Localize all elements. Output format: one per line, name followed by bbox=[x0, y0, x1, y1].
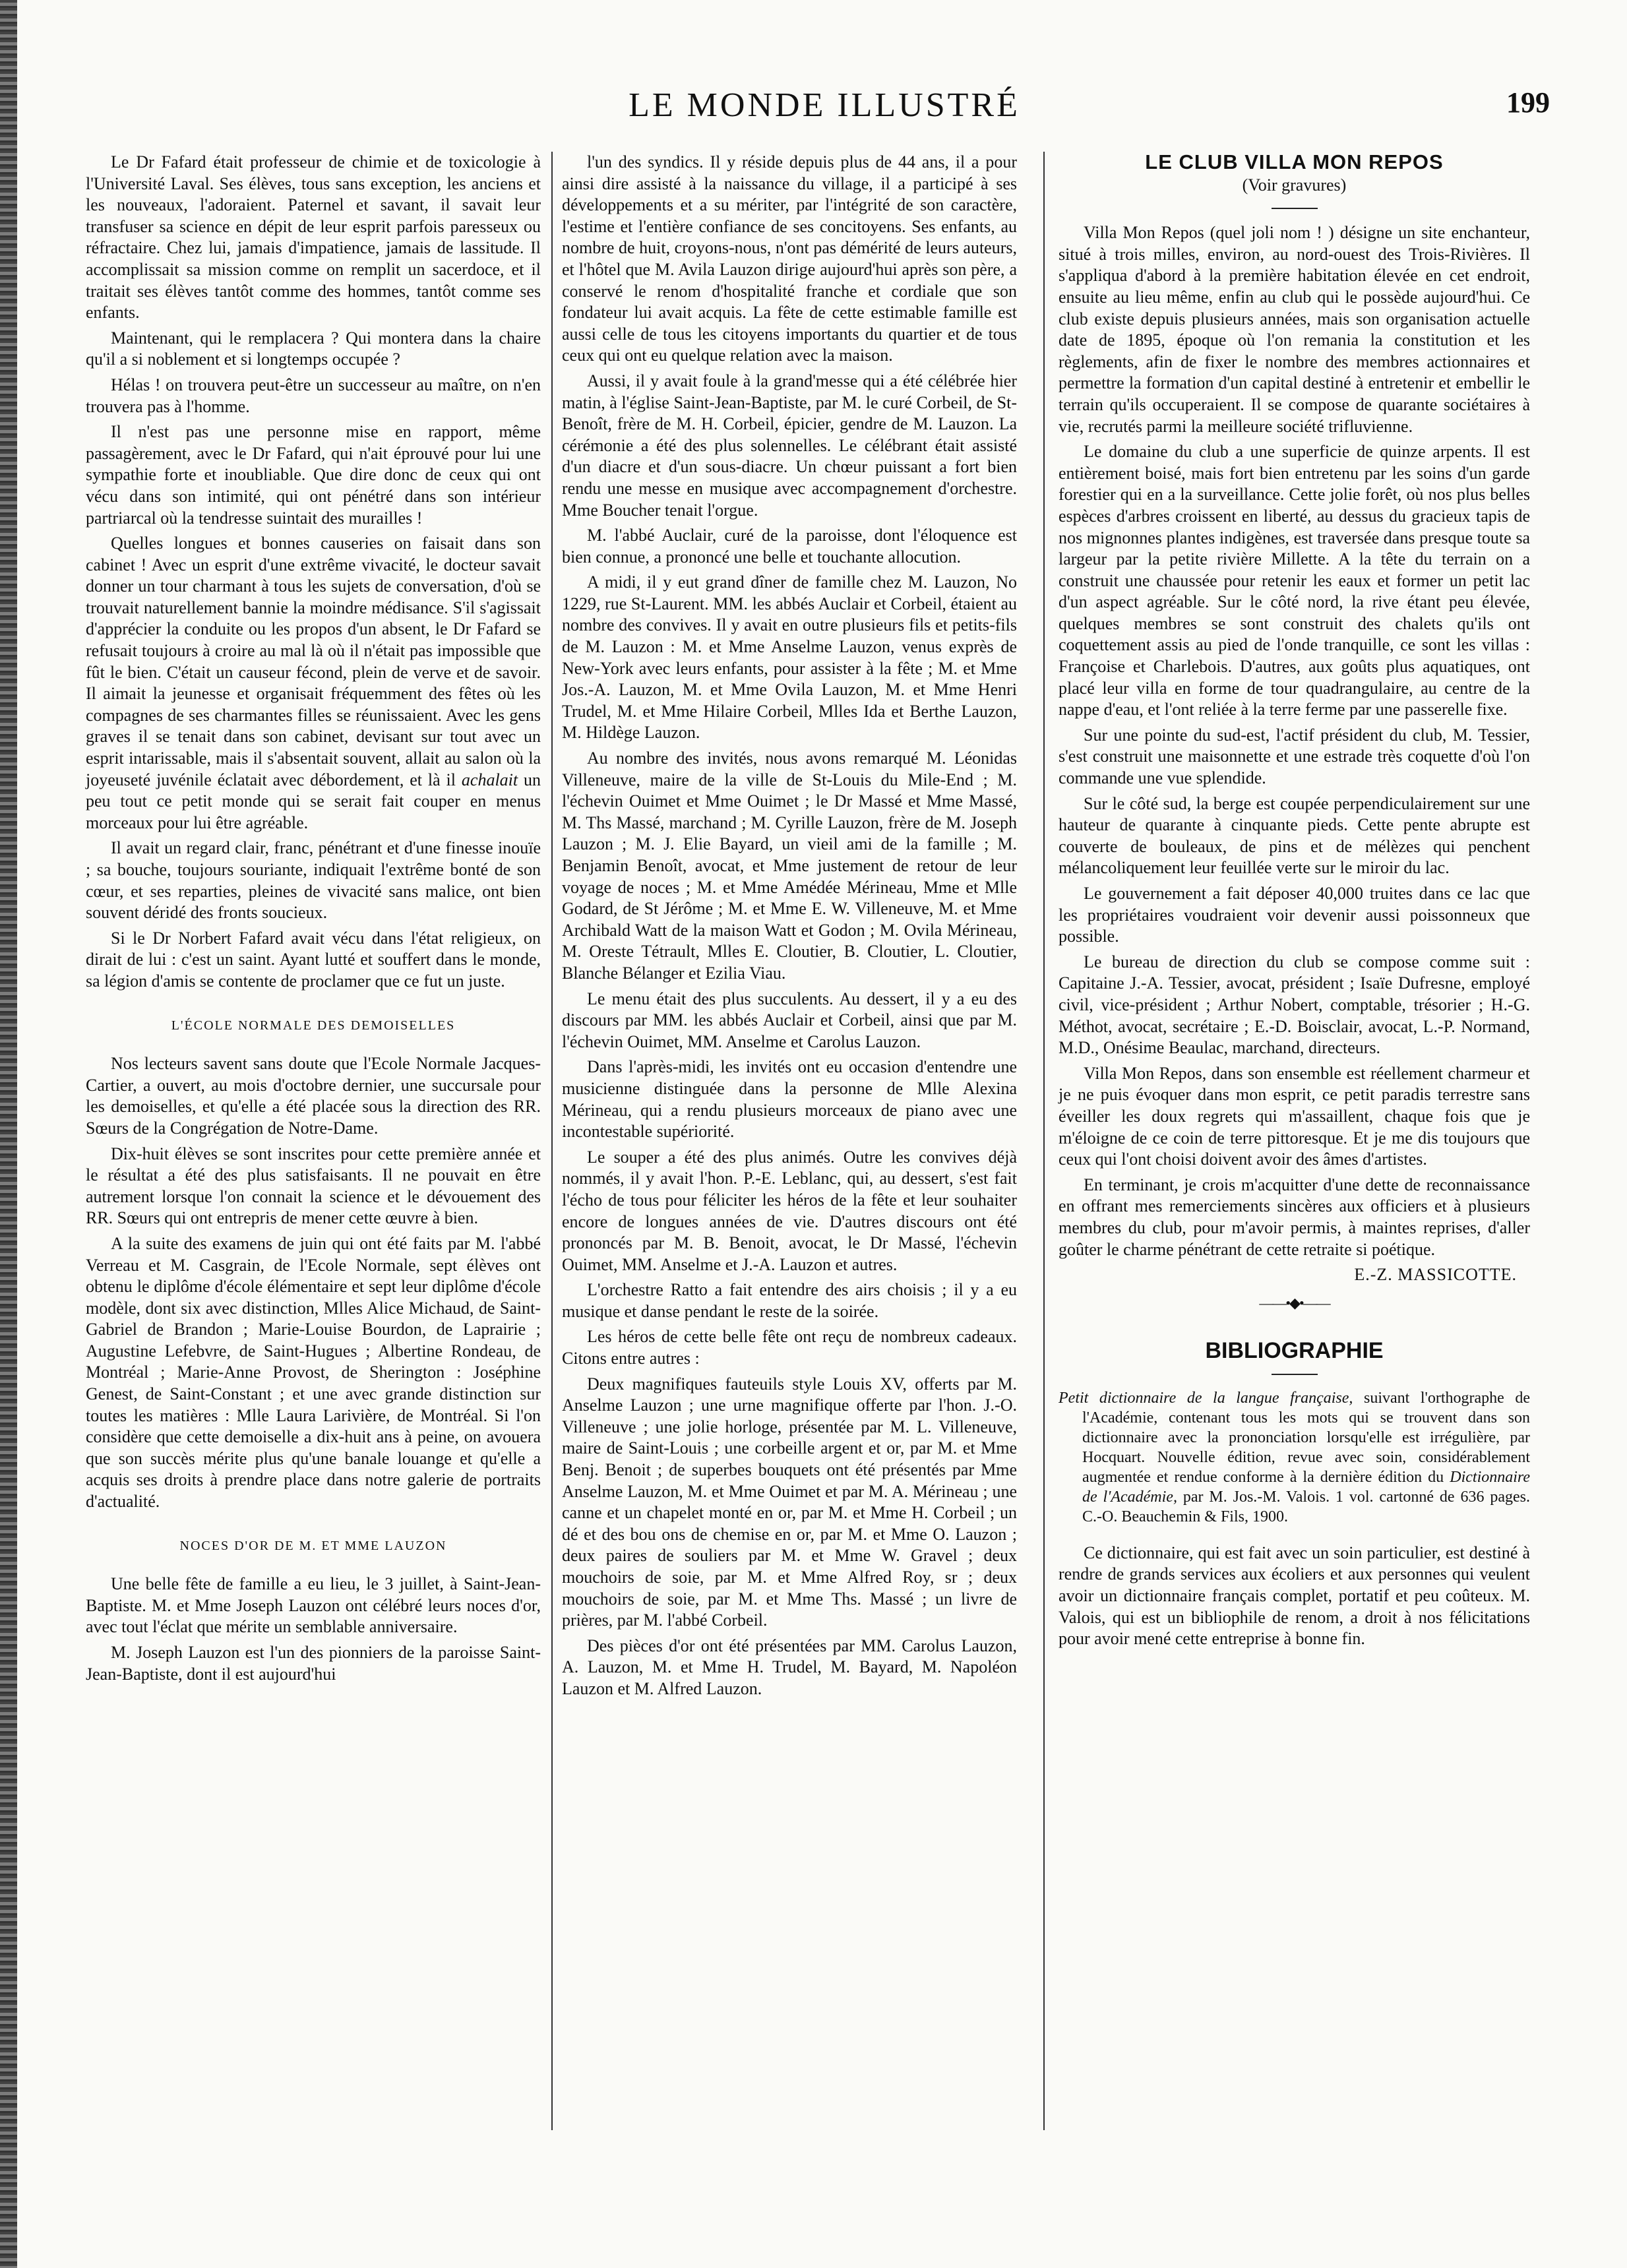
author-signature: E.-Z. MASSICOTTE. bbox=[1354, 1265, 1517, 1285]
paragraph: Le domaine du club a une superficie de quinze arpents. Il est entièrement boisé, mais fort bien entretenu par les soins d'un garde forestier qui en a la surveillance. Cette jolie forêt, où nos plus belles espèces d'arbres croissent en liberté, au dessus du gracieux tapis de nos mignonnes plantes indigènes, est traversée dans presque toute sa largeur par la petite rivière Millette. A la tête du terrain on a construit une chaussée pour retenir les eaux et former un petit lac d'un aspect agréable. Sur le côté nord, la rive étant peu élevée, quelques membres se sont construit des chalets qu'ils ont coquettement assis au pied de l'onde tranquille, ce sont les villas : Françoise et Charlebois. D'autres, aux goûts plus aquatiques, ont placé leur villa en forme de tour quadrangulaire, au centre de la nappe d'eau, et l'ont reliée à la terre ferme par une passerelle fixe. bbox=[1059, 442, 1530, 720]
column-right bbox=[1059, 152, 1530, 1654]
paragraph-text: un peu tout ce petit monde qui se serait fait couper en menus morceaux pour lui être agréable. bbox=[86, 770, 541, 832]
paragraph: Le gouvernement a fait déposer 40,000 truites dans ce lac que les propriétaires voudraient voir devenir aussi poissonneux que possible. bbox=[1059, 884, 1530, 946]
paragraph: Aussi, il y avait foule à la grand'messe qui a été célébrée hier matin, à l'église Saint-Jean-Baptiste, par M. le curé Corbeil, de St-Benoît, frère de M. H. Corbeil, épicier, gendre de M. Lauzon. La cérémonie a été des plus solennelles. Le célébrant était assisté d'un diacre et d'un sous-diacre. Un chœur puissant a fort bien rendu une messe en musique avec accompagnement d'orchestre. Mme Boucher tenait l'orgue. bbox=[562, 371, 1017, 520]
paragraph: Sur le côté sud, la berge est coupée perpendiculairement sur une hauteur de quarante à cinquante pieds. Cette pente abrupte est couverte de bouleaux, de pins et de mélèzes qui penchent mélancoliquement leur feuillée verte sur le miroir du lac. bbox=[1059, 793, 1530, 878]
paragraph: L'orchestre Ratto a fait entendre des airs choisis ; il y a eu musique et danse pendant le reste de la soirée. bbox=[562, 1280, 1017, 1321]
paragraph-text: Quelles longues et bonnes causeries on faisait dans son cabinet ! Avec un esprit d'une extrême vivacité, le docteur savait donner un tour charmant à tous les sujets de conversation, d'où se trouvait naturellement bannie la moindre médisance. S'il s'agissait d'apprécier la conduite ou les propos d'un absent, le Dr Fafard se refusait toujours à croire au mal là où il n'était pas impossible que fût le bien. C'était un causeur fécond, plein de verve et de savoir. Il aimait la jeunesse et organisait fréquemment des fêtes où les compagnes de ses charmantes filles se réunissaient. Avec les gens graves il se tenait dans son cabinet, devisant sur tout avec un esprit intarissable, mais il s'absentait souvent, allait au salon où la joyeuseté juvénile éclatait avec débordement, et là il bbox=[86, 534, 541, 789]
italic-word: achalait bbox=[461, 770, 518, 789]
paragraph: A la suite des examens de juin qui ont été faits par M. l'abbé Verreau et M. Casgrain, de l'Ecole Normale, sept élèves ont obtenu le diplôme d'école élémentaire et sept leur diplôme d'école modèle, dont six avec distinction, Mlles Alice Michaud, de Saint-Gabriel de Brandon ; Marie-Louise Bourdon, de Laprairie ; Augustine Lefebvre, de Saint-Hugues ; Albertine Rondeau, de Montréal ; Marie-Anne Provost, de Sherington : Joséphine Genest, de Saint-Constant ; et une avec grande distinction sur toutes les matières : Mlle Laura Larivière, de Montréal. Si l'on considère que cette demoiselle a dix-huit ans à peine, on avouera que son succès mérite plus qu'une banale louange et qu'elle a acquis ses droits à prendre place dans notre galerie de portraits d'actualité. bbox=[86, 1233, 541, 1512]
paragraph: M. l'abbé Auclair, curé de la paroisse, dont l'éloquence est bien connue, a prononcé une belle et touchante allocution. bbox=[562, 526, 1017, 567]
paragraph: Si le Dr Norbert Fafard avait vécu dans l'état religieux, on dirait de lui : c'est un saint. Ayant lutté et souffert dans le monde, sa légion d'amis se contente de proclamer que ce fut un juste. bbox=[86, 928, 541, 991]
bibliography-text: par M. Jos.-M. Valois. 1 vol. cartonné de 636 pages. C.-O. Beauchemin & Fils, 1900. bbox=[1082, 1488, 1530, 1525]
paragraph bbox=[86, 533, 541, 834]
page-header bbox=[99, 86, 1550, 125]
paragraph: M. Joseph Lauzon est l'un des pionniers de la paroisse Saint-Jean-Baptiste, dont il est aujourd'hui bbox=[86, 1643, 541, 1684]
column-rule-2 bbox=[1043, 152, 1045, 2130]
paragraph: Nos lecteurs savent sans doute que l'Ecole Normale Jacques-Cartier, a ouvert, au mois d'octobre dernier, une succursale pour les demoiselles, et qu'elle a été placée sous la direction des RR. Sœurs de la Congrégation de Notre-Dame. bbox=[86, 1054, 541, 1138]
section-title-villa-mon-repos: LE CLUB VILLA MON REPOS bbox=[1145, 150, 1444, 173]
paragraph: Hélas ! on trouvera peut-être un successeur au maître, on n'en trouvera pas à l'homme. bbox=[86, 375, 541, 416]
divider bbox=[1272, 208, 1318, 209]
binding-edge bbox=[0, 0, 17, 2268]
paragraph: Villa Mon Repos (quel joli nom ! ) désigne un site enchanteur, situé à trois milles, environ, au nord-ouest des Trois-Rivières. Il s'appliqua d'abord à la première habitation élevée en cet endroit, ensuite au lieu même, enfin au club qui le possède aujourd'hui. Ce club existe depuis plusieurs années, mais son organisation actuelle date de 1895, époque où l'on remania la constitution et les règlements, afin de fixer le nombre des membres actionnaires et permettre la formation d'un capital destiné à entretenir et embellir le terrain qu'ils occuperaient. Il se compose de quarante sociétaires à vie, recrutés parmi la meilleure société trifluvienne. bbox=[1059, 223, 1530, 436]
paragraph: Le menu était des plus succulents. Au dessert, il y a eu des discours par MM. les abbés Auclair et Corbeil, ainsi que par M. l'échevin Ouimet, MM. Anselme et Carolus Lauzon. bbox=[562, 989, 1017, 1051]
page-number: 199 bbox=[1506, 86, 1550, 119]
book-title: Dictionnaire de l'Académie, bbox=[1082, 1468, 1531, 1506]
column-rule-1 bbox=[551, 152, 553, 2130]
bibliography-text: suivant l'orthographe de l'Académie, contenant tous les mots qui se trouvent dans son dictionnaire avec la prononciation lorsqu'elle est irrégulière, par Hocquart. Nouvelle édition, revue avec soin, considérablement augmentée et rendue conforme à la dernière édition du bbox=[1082, 1389, 1531, 1486]
paragraph: Dans l'après-midi, les invités ont eu occasion d'entendre une musicienne distinguée dans la personne de Mlle Alexina Mérineau, qui a rendu plusieurs morceaux de piano avec une incontestable supériorité. bbox=[562, 1057, 1017, 1142]
section-subtitle: (Voir gravures) bbox=[1242, 175, 1347, 195]
paragraph: Il n'est pas une personne mise en rapport, même passagèrement, avec le Dr Fafard, qui n'ait éprouvé pour lui une sympathie forte et inoubliable. Que dire donc de ceux qui ont vécu dans son intimité, qui ont pénétré dans son intérieur partriarcal où la tendresse suintait des murailles ! bbox=[86, 422, 541, 528]
divider bbox=[1272, 1374, 1318, 1375]
paragraph: l'un des syndics. Il y réside depuis plus de 44 ans, il a pour ainsi dire assisté à la naissance du village, il a participé à ses développements et a su mériter, par l'intégrité de son caractère, l'estime et l'entière confiance de ses concitoyens. Ses enfants, au nombre de huit, croyons-nous, n'ont pas démérité de leurs auteurs, et l'hôtel que M. Avila Lauzon dirige aujourd'hui après son père, a conservé le renom d'hospitalité franche et cordiale que son fondateur lui avait acquis. La fête de cette estimable famille est aussi celle de tous les citoyens importants du quartier et de tous ceux qui ont eu quelque relation avec la maison. bbox=[562, 152, 1017, 365]
section-title-noces-dor: NOCES D'OR DE M. ET MME LAUZON bbox=[179, 1538, 447, 1553]
paragraph: Villa Mon Repos, dans son ensemble est réellement charmeur et je ne puis évoquer dans mon esprit, ce petit paradis terrestre sans éveiller les doux regrets qui m'assaillent, chaque fois que je m'éloigne de ce coin de terre pittoresque. Et je me dis toujours que ceux qui l'ont choisi doivent avoir des âmes d'artistes. bbox=[1059, 1063, 1530, 1169]
paragraph: Il avait un regard clair, franc, pénétrant et d'une finesse inouïe ; sa bouche, toujours souriante, indiquait l'extrême bonté de son cœur, et ses reparties, pleines de vivacité sans malice, ont bien souvent déridé des fronts soucieux. bbox=[86, 838, 541, 923]
paragraph: A midi, il y eut grand dîner de famille chez M. Lauzon, No 1229, rue St-Laurent. MM. les abbés Auclair et Corbeil, étaient au nombre des convives. Il y avait en outre plusieurs fils et petits-fils de M. Lauzon : M. et Mme Anselme Lauzon, venus exprès de New-York avec leurs enfants, pour assister à la fête ; M. et Mme Jos.-A. Lauzon, M. et Mme Ovila Lauzon, M. et Mme Henri Trudel, M. et Mme Hilaire Corbeil, Mlles Ida et Berthe Lauzon, M. Hildège Lauzon. bbox=[562, 572, 1017, 743]
paragraph: Au nombre des invités, nous avons remarqué M. Léonidas Villeneuve, maire de la ville de St-Louis du Mile-End ; M. l'échevin Ouimet et Mme Ouimet ; le Dr Massé et Mme Massé, M. Ths Massé, marchand ; M. Cyrille Lauzon, frère de M. Joseph Lauzon ; M. J. Elie Bayard, un vieil ami de la famille ; M. Benjamin Benoît, avocat, et Mme justement de retour de leur voyage de noces ; M. et Mme Amédée Mérineau, Mme et Mlle Godard, de St Jérôme ; M. et Mme E. W. Villeneuve, M. et Mme Archibald Watt de la maison Watt et Godon ; M. Ovila Mérineau, M. Oreste Tétrault, Mlles E. Cloutier, B. Cloutier, L. Cloutier, Blanche Bélanger et Ezilia Viau. bbox=[562, 749, 1017, 983]
column-middle bbox=[562, 152, 1017, 1704]
paragraph: Deux magnifiques fauteuils style Louis XV, offerts par M. Anselme Lauzon ; une urne magnifique offerte par l'hon. J.-O. Villeneuve ; une jolie horloge, présentée par M. L. Villeneuve, maire de Saint-Louis ; une corbeille argent et or, par M. et Mme Benj. Benoit ; de superbes bouquets ont été présentés par Mme Anselme Lauzon, M. et Mme Ouimet et par M. A. Mérineau ; une canne et un chapelet monté en or, par M. et Mme H. Corbeil ; un dé et des bou ons de chemise en or, par M. et Mme O. Lauzon ; deux paires de souliers par M. et Mme W. Gravel ; deux mouchoirs de soie, par M. et Mme Alfred Roy, sr ; deux mouchoirs de soie, par M. et Mme Ths. Massé ; un livre de prières, par M. l'abbé Corbeil. bbox=[562, 1374, 1017, 1630]
masthead: LE MONDE ILLUSTRÉ bbox=[629, 86, 1020, 124]
paragraph: Maintenant, qui le remplacera ? Qui montera dans la chaire qu'il a si noblement et si longtemps occupée ? bbox=[86, 328, 541, 369]
paragraph: Sur une pointe du sud-est, l'actif président du club, M. Tessier, s'est construit une maisonnette et une estrade très coquette d'où l'on commande une vue splendide. bbox=[1059, 725, 1530, 788]
paragraph: Le bureau de direction du club se compose comme suit : Capitaine J.-A. Tessier, avocat, président ; Isaïe Dufresne, employé civil, vice-président ; Arthur Nobert, comptable, trésorier ; H.-G. Méthot, avocat, secrétaire ; E.-D. Boisclair, avocat, L.-P. Normand, M.D., Onésime Beaulac, marchand, directeurs. bbox=[1059, 952, 1530, 1058]
book-title: Petit dictionnaire de la langue française, bbox=[1059, 1389, 1353, 1407]
paragraph: Les héros de cette belle fête ont reçu de nombreux cadeaux. Citons entre autres : bbox=[562, 1327, 1017, 1368]
paragraph: Dix-huit élèves se sont inscrites pour cette première année et le résultat a été des plus satisfaisants. Il ne pouvait en être autrement lorsque l'on connait la science et le dévouement des RR. Sœurs qui ont entrepris de mener cette œuvre à bien. bbox=[86, 1144, 541, 1228]
column-left bbox=[86, 152, 541, 1689]
ornament-divider: ——•◆•—— bbox=[1259, 1294, 1330, 1311]
bibliography-entry bbox=[1059, 1388, 1530, 1527]
paragraph: Le Dr Fafard était professeur de chimie et de toxicologie à l'Université Laval. Ses élèves, tous sans exception, les anciens et les nouveaux, l'adoraient. Paternel et savant, il savait leur transfuser sa science en dépit de leur esprit parfois paresseux ou réfractaire. Chez lui, jamais d'impatience, jamais de lassitude. Il accomplissait sa mission comme on remplit un sacerdoce, et il traitait ses élèves tantôt comme des hommes, tantôt comme ses enfants. bbox=[86, 152, 541, 322]
paragraph: En terminant, je crois m'acquitter d'une dette de reconnaissance en offrant mes remerciements sincères aux officiers et à plusieurs membres du club, pour m'avoir permis, à maintes reprises, d'aller goûter le charme pénétrant de cette retraite si poétique. bbox=[1059, 1175, 1530, 1259]
paragraph: Des pièces d'or ont été présentées par MM. Carolus Lauzon, A. Lauzon, M. et Mme H. Trudel, M. Bayard, M. Napoléon Lauzon et M. Alfred Lauzon. bbox=[562, 1636, 1017, 1698]
paragraph: Une belle fête de famille a eu lieu, le 3 juillet, à Saint-Jean-Baptiste. M. et Mme Joseph Lauzon ont célébré leurs noces d'or, avec tout l'éclat que mérite un semblable anniversaire. bbox=[86, 1574, 541, 1637]
section-title-ecole-normale: L'ÉCOLE NORMALE DES DEMOISELLES bbox=[171, 1018, 456, 1033]
paragraph: Ce dictionnaire, qui est fait avec un soin particulier, est destiné à rendre de grands services aux écoliers et aux personnes qui veulent avoir un dictionnaire français complet, portatif et peu coûteux. M. Valois, qui est un bibliophile de renom, a droit à nos félicitations pour avoir mené cette entreprise à bonne fin. bbox=[1059, 1543, 1530, 1649]
section-title-bibliographie: BIBLIOGRAPHIE bbox=[1205, 1338, 1384, 1364]
paragraph: Le souper a été des plus animés. Outre les convives déjà nommés, il y avait l'hon. P.-E. Leblanc, qui, au dessert, s'est fait l'écho de tous pour féliciter les héros de la fête et leur souhaiter encore de longues années de vie. D'autres discours ont été prononcés par M. B. Benoit, avocat, le Dr Massé, l'échevin Ouimet, MM. Anselme et J.-A. Lauzon et autres. bbox=[562, 1147, 1017, 1274]
